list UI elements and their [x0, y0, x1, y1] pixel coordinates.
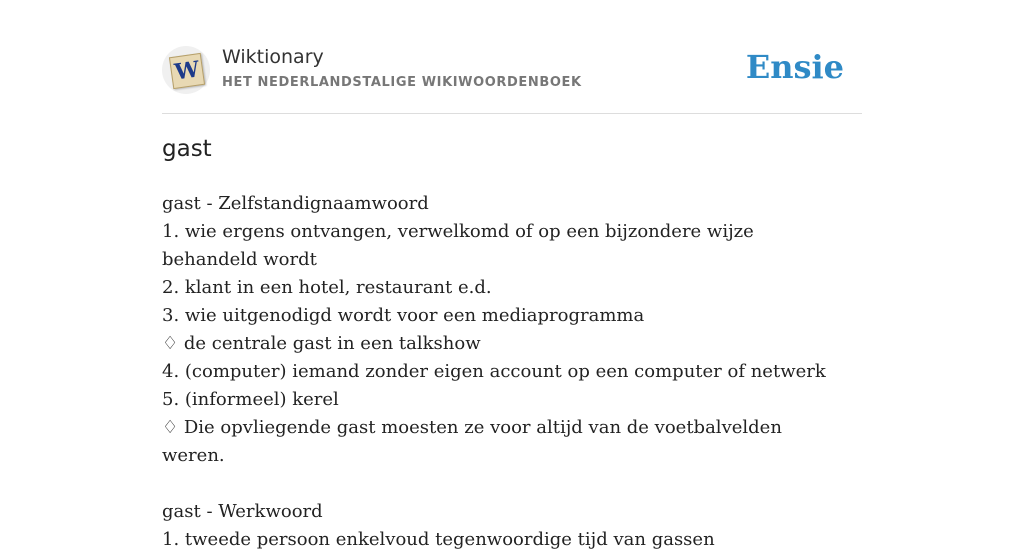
section-spacer	[162, 470, 842, 498]
ensie-brand-link[interactable]: Ensie	[745, 48, 844, 86]
page-title: gast	[162, 136, 212, 162]
example-line: ♢ Die opvliegende gast moesten ze voor altijd van de voetbalvelden weren.	[162, 417, 782, 466]
logo-letter: W	[172, 56, 202, 86]
definition-line: 1. tweede persoon enkelvoud tegenwoordige tijd van gassen	[162, 529, 715, 550]
entry-content	[162, 190, 842, 554]
site-title[interactable]: Wiktionary	[222, 46, 324, 68]
site-header	[162, 40, 862, 114]
definition-line: 5. (informeel) kerel	[162, 389, 339, 410]
definition-line: 1. wie ergens ontvangen, verwelkomd of op een bijzondere wijze behandeld wordt	[162, 221, 754, 270]
section-heading-verb: gast - Werkwoord	[162, 501, 323, 522]
site-subtitle: HET NEDERLANDSTALIGE WIKIWOORDENBOEK	[222, 75, 582, 90]
logo-tile-icon	[169, 53, 205, 89]
example-line: ♢ de centrale gast in een talkshow	[162, 333, 481, 354]
section-heading-noun: gast - Zelfstandignaamwoord	[162, 193, 429, 214]
definition-line: 2. klant in een hotel, restaurant e.d.	[162, 277, 492, 298]
definition-line: 3. wie uitgenodigd wordt voor een mediaprogramma	[162, 305, 645, 326]
wiktionary-logo[interactable]	[162, 46, 210, 94]
definition-line: 4. (computer) iemand zonder eigen account op een computer of netwerk	[162, 361, 826, 382]
